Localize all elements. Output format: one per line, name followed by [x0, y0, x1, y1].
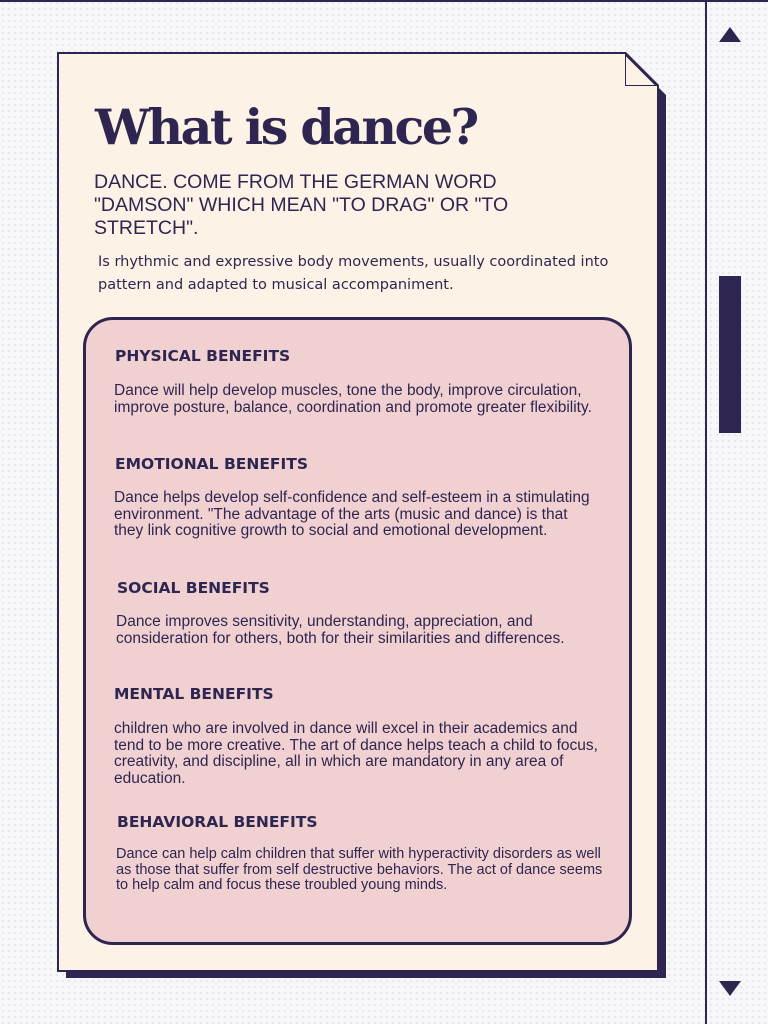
scroll-track-line — [705, 2, 707, 1024]
mental-benefits-text: children who are involved in dance will excel in their academics and tend to be more creative. The art of dance helps teach a child to focus, creativity, and discipline, all in which are mandatory in any area of education. — [114, 720, 598, 787]
social-benefits-heading: SOCIAL BENEFITS — [117, 579, 270, 597]
page-fold-icon — [625, 54, 657, 86]
emotional-benefits-text: Dance helps develop self-confidence and self-esteem in a stimulating environment. "The advantage of the arts (music and dance) is that they link cognitive growth to social and emotional development. — [114, 489, 590, 539]
scrollbar-thumb[interactable] — [719, 276, 741, 433]
intro-paragraph: Is rhythmic and expressive body movements, usually coordinated into pattern and adapted to musical accompaniment. — [98, 254, 609, 293]
social-benefits-text: Dance improves sensitivity, understanding, appreciation, and consideration for others, both for their similarities and differences. — [116, 613, 565, 647]
behavioral-benefits-heading: BEHAVIORAL BENEFITS — [117, 813, 318, 831]
top-rule — [0, 0, 768, 2]
page-title: What is dance? — [95, 98, 477, 156]
physical-benefits-heading: PHYSICAL BENEFITS — [115, 347, 291, 365]
subtitle: DANCE. COME FROM THE GERMAN WORD "DAMSON" WHICH MEAN "TO DRAG" OR "TO STRETCH". — [94, 171, 509, 239]
mental-benefits-heading: MENTAL BENEFITS — [114, 685, 274, 703]
physical-benefits-text: Dance will help develop muscles, tone the body, improve circulation, improve posture, balance, coordination and promote greater flexibility. — [114, 382, 592, 416]
scroll-up-arrow-icon[interactable] — [719, 27, 741, 42]
scroll-down-arrow-icon[interactable] — [719, 981, 741, 996]
behavioral-benefits-text: Dance can help calm children that suffer with hyperactivity disorders as well as those that suffer from self destructive behaviors. The act of dance seems to help calm and focus these troubled young minds. — [116, 846, 603, 893]
emotional-benefits-heading: EMOTIONAL BENEFITS — [115, 455, 309, 473]
